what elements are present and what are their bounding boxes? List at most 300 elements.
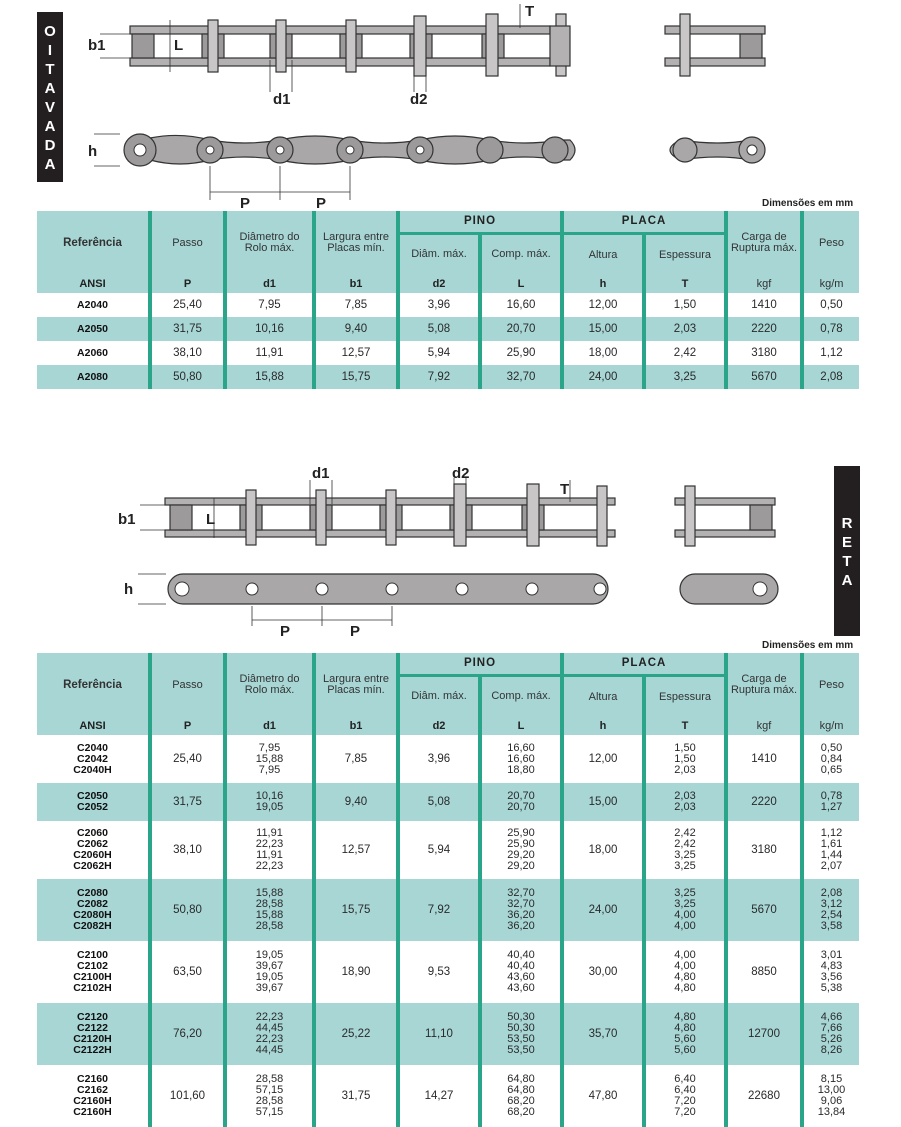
cell-h: 47,80 <box>562 1065 644 1127</box>
cell-line: C2040H <box>73 763 112 776</box>
chain-diagram-reta-profile <box>110 560 790 642</box>
cell-line: 2,42 <box>674 838 696 850</box>
cell-line: 22,23 <box>255 1033 284 1045</box>
cell-line: 28,58 <box>255 898 284 910</box>
cell-p: 76,20 <box>150 1003 225 1065</box>
cell-line: C2102 <box>77 960 108 972</box>
cell-t: 2,03 <box>644 317 726 341</box>
cell-t: 1,50 <box>644 293 726 317</box>
cell-line: 22,23 <box>255 860 284 872</box>
hdr-peso: Peso <box>802 211 859 275</box>
cell-line: 11,91 <box>256 849 283 861</box>
cell-l: 25,90 <box>480 341 562 365</box>
cell-d1: 11,91 <box>225 341 314 365</box>
cell-h: 18,00 <box>562 821 644 879</box>
cell-line: C2080H <box>73 909 112 921</box>
hdr2-referencia: Referência <box>63 679 122 691</box>
cell-line: C2100 <box>77 949 108 961</box>
cell-h: 24,00 <box>562 365 644 389</box>
cell-d2: 7,92 <box>398 365 480 389</box>
cell-line: C2080 <box>77 887 108 899</box>
cell-line: 4,80 <box>674 982 696 994</box>
cell-b1: 15,75 <box>314 879 398 941</box>
cell-line: 43,60 <box>507 971 535 983</box>
cell-line: 4,80 <box>674 1011 696 1023</box>
cell-line: 29,20 <box>507 860 535 872</box>
label-P1-bottom: P <box>280 623 291 640</box>
cell-line: 1,50 <box>674 741 696 754</box>
cell-line: C2122H <box>73 1044 112 1056</box>
cell-refs <box>37 783 150 821</box>
cell-line: 44,45 <box>255 1022 284 1034</box>
cell-d1 <box>225 941 314 1003</box>
table-row <box>37 1065 859 1127</box>
cell-p: 25,40 <box>150 293 225 317</box>
cell-line: 3,25 <box>674 849 696 861</box>
sym-p: P <box>150 275 225 293</box>
cell-line: C2160H <box>73 1095 112 1107</box>
unit-kgm: kg/m <box>802 275 859 293</box>
cell-b1: 31,75 <box>314 1065 398 1127</box>
cell-d1 <box>225 783 314 821</box>
cell-b1: 9,40 <box>314 783 398 821</box>
cell-line: 22,23 <box>255 1011 284 1023</box>
cell-h: 15,00 <box>562 317 644 341</box>
label-h-top: h <box>88 143 98 160</box>
cell-line: 36,20 <box>507 920 535 932</box>
table-row <box>37 293 859 317</box>
cell-carga: 2220 <box>726 783 802 821</box>
cell-line: 40,40 <box>507 960 535 972</box>
cell-b1: 7,85 <box>314 735 398 783</box>
hdr2-diametro: Diâmetro do Rolo máx. <box>225 653 314 717</box>
sym2-h: h <box>562 717 644 735</box>
oitavada-letters: O I T A V A D A <box>44 23 56 173</box>
cell-line: C2052 <box>77 801 108 813</box>
cell-carga: 8850 <box>726 941 802 1003</box>
cell-line: 4,83 <box>820 960 843 972</box>
unit2-kgm: kg/m <box>802 717 859 735</box>
hdr-passo: Passo <box>150 211 225 275</box>
cell-t: 3,25 <box>644 365 726 389</box>
cell-line: 0,84 <box>820 752 843 765</box>
hdr2-comp: Comp. máx. <box>480 675 562 717</box>
table-row <box>37 821 859 879</box>
cell-line: 7,20 <box>674 1106 696 1118</box>
cell-line: 10,16 <box>255 790 284 802</box>
hdr2-altura: Altura <box>562 675 644 717</box>
cell-line: C2160H <box>73 1106 112 1118</box>
cell-line: 36,20 <box>507 909 535 921</box>
sym2-d2: d2 <box>398 717 480 735</box>
cell-line: 20,70 <box>507 801 535 813</box>
cell-line: C2040 <box>77 741 108 754</box>
cell-line: 2,54 <box>820 909 843 921</box>
cell-line: 20,70 <box>507 790 535 802</box>
table-row <box>37 783 859 821</box>
cell-d2: 9,53 <box>398 941 480 1003</box>
cell-line: 2,42 <box>674 827 696 839</box>
cell-line: 4,80 <box>674 971 696 983</box>
sym-h: h <box>562 275 644 293</box>
cell-line: 68,20 <box>507 1095 535 1107</box>
cell-line: 8,15 <box>820 1073 843 1085</box>
chain-diagram-reta-top <box>110 460 790 560</box>
cell-line: 0,50 <box>820 741 843 754</box>
cell-l <box>480 879 562 941</box>
cell-line: 43,60 <box>507 982 535 994</box>
cell-line: 3,25 <box>674 898 696 910</box>
cell-t <box>644 1003 726 1065</box>
cell-peso <box>802 879 859 941</box>
cell-refs <box>37 941 150 1003</box>
cell-line: C2050 <box>77 790 108 802</box>
cell-carga: 1410 <box>726 735 802 783</box>
cell-line: 68,20 <box>507 1106 535 1118</box>
sym-t: T <box>644 275 726 293</box>
cell-t <box>644 783 726 821</box>
label-d1-bottom: d1 <box>312 465 330 482</box>
cell-line: C2082 <box>77 898 108 910</box>
cell-line: 28,58 <box>255 1073 284 1085</box>
hdr-diam-pino: Diâm. máx. <box>398 233 480 275</box>
sym-d2: d2 <box>398 275 480 293</box>
cell-peso <box>802 1065 859 1127</box>
cell-l: 32,70 <box>480 365 562 389</box>
dim-note-1: Dimensões em mm <box>762 198 854 209</box>
cell-line: 57,15 <box>255 1084 284 1096</box>
cell-line: 4,66 <box>820 1011 843 1023</box>
cell-line: 40,40 <box>507 949 535 961</box>
cell-line: 18,80 <box>507 763 535 776</box>
cell-line: C2102H <box>73 982 112 994</box>
chain-diagram-oitavada-profile <box>80 118 780 214</box>
cell-refs <box>37 821 150 879</box>
cell-p: 31,75 <box>150 783 225 821</box>
cell-d1 <box>225 1003 314 1065</box>
reta-label <box>834 466 860 636</box>
label-T-bottom: T <box>560 481 570 498</box>
oitavada-label <box>37 12 63 182</box>
label-d2-bottom: d2 <box>452 465 470 482</box>
cell-line: 29,20 <box>507 849 535 861</box>
cell-line: 0,65 <box>820 763 843 776</box>
cell-peso: 1,12 <box>802 341 859 365</box>
cell-t <box>644 821 726 879</box>
cell-d2: 11,10 <box>398 1003 480 1065</box>
cell-refs <box>37 879 150 941</box>
cell-h: 30,00 <box>562 941 644 1003</box>
hdr-referencia: Referência <box>63 237 122 249</box>
cell-p: 38,10 <box>150 341 225 365</box>
cell-carga: 12700 <box>726 1003 802 1065</box>
cell-l <box>480 821 562 879</box>
cell-line: 28,58 <box>255 920 284 932</box>
cell-p: 25,40 <box>150 735 225 783</box>
label-b1-top: b1 <box>88 37 106 54</box>
cell-line: 1,27 <box>820 801 843 813</box>
cell-d1 <box>225 1065 314 1127</box>
cell-line: 19,05 <box>255 949 284 961</box>
label-P1-top: P <box>240 195 251 212</box>
sym-l: L <box>480 275 562 293</box>
label-P2-top: P <box>316 195 327 212</box>
cell-h: 35,70 <box>562 1003 644 1065</box>
cell-line: C2062 <box>77 838 108 850</box>
table-row <box>37 317 859 341</box>
cell-h: 24,00 <box>562 879 644 941</box>
cell-b1: 12,57 <box>314 341 398 365</box>
cell-t <box>644 1065 726 1127</box>
hdr2-diam-pino: Diâm. máx. <box>398 675 480 717</box>
table-row <box>37 941 859 1003</box>
sym2-p: P <box>150 717 225 735</box>
cell-line: C2162 <box>77 1084 108 1096</box>
cell-line: 15,88 <box>255 887 284 899</box>
cell-p: 50,80 <box>150 365 225 389</box>
label-L-top: L <box>174 37 184 54</box>
cell-line: 0,78 <box>820 790 843 802</box>
cell-d2: 5,08 <box>398 783 480 821</box>
cell-carga: 1410 <box>726 293 802 317</box>
cell-line: 13,84 <box>817 1106 846 1118</box>
cell-line: C2100H <box>73 971 112 983</box>
cell-d1 <box>225 735 314 783</box>
sym2-t: T <box>644 717 726 735</box>
hdr2-passo: Passo <box>150 653 225 717</box>
cell-b1: 25,22 <box>314 1003 398 1065</box>
spec-table-reta <box>37 653 859 1127</box>
cell-peso <box>802 821 859 879</box>
hdr2-carga: Carga de Ruptura máx. <box>726 653 802 717</box>
hdr-placa: PLACA <box>562 211 726 233</box>
cell-line: C2082H <box>73 920 112 932</box>
cell-line: 4,00 <box>674 920 696 932</box>
hdr2-ansi: ANSI <box>79 720 106 732</box>
cell-t <box>644 941 726 1003</box>
hdr-diametro: Diâmetro do Rolo máx. <box>225 211 314 275</box>
label-L-bottom: L <box>206 511 216 528</box>
cell-t: 2,42 <box>644 341 726 365</box>
cell-line: 5,60 <box>674 1044 696 1056</box>
cell-refs <box>37 735 150 783</box>
cell-peso <box>802 1003 859 1065</box>
cell-d1 <box>225 821 314 879</box>
cell-d1: 7,95 <box>225 293 314 317</box>
cell-line: 22,23 <box>255 838 284 850</box>
cell-line: 5,60 <box>674 1033 696 1045</box>
cell-refs <box>37 1003 150 1065</box>
cell-line: 25,90 <box>507 827 535 839</box>
cell-l <box>480 1003 562 1065</box>
cell-line: 64,80 <box>507 1073 535 1085</box>
unit2-kgf: kgf <box>726 717 802 735</box>
cell-line: 50,30 <box>507 1011 535 1023</box>
cell-refs <box>37 1065 150 1127</box>
cell-d2: 3,96 <box>398 293 480 317</box>
hdr2-largura: Largura entre Placas mín. <box>314 653 398 717</box>
hdr-pino: PINO <box>398 211 562 233</box>
cell-line: C2060H <box>73 849 112 861</box>
label-T-top: T <box>525 3 535 20</box>
sym2-d1: d1 <box>225 717 314 735</box>
cell-line: 1,61 <box>820 838 843 850</box>
cell-line: 32,70 <box>507 887 535 899</box>
cell-peso <box>802 735 859 783</box>
table-row <box>37 735 859 783</box>
cell-l <box>480 1065 562 1127</box>
cell-line: 8,26 <box>820 1044 843 1056</box>
cell-d2: 5,94 <box>398 341 480 365</box>
hdr2-placa: PLACA <box>562 653 726 675</box>
cell-h: 15,00 <box>562 783 644 821</box>
cell-line: 32,70 <box>507 898 535 910</box>
cell-carga: 22680 <box>726 1065 802 1127</box>
cell-line: 28,58 <box>255 1095 284 1107</box>
cell-ref: A2060 <box>37 341 150 365</box>
cell-d2: 14,27 <box>398 1065 480 1127</box>
cell-line: 3,25 <box>674 860 696 872</box>
cell-line: 4,00 <box>674 960 696 972</box>
cell-b1: 15,75 <box>314 365 398 389</box>
cell-line: 7,95 <box>258 741 281 754</box>
cell-line: 6,40 <box>674 1073 696 1085</box>
cell-line: 57,15 <box>255 1106 284 1118</box>
cell-line: 6,40 <box>674 1084 696 1096</box>
cell-d2: 5,08 <box>398 317 480 341</box>
cell-h: 18,00 <box>562 341 644 365</box>
cell-l <box>480 941 562 1003</box>
cell-line: 4,00 <box>674 949 696 961</box>
cell-b1: 7,85 <box>314 293 398 317</box>
table-row <box>37 341 859 365</box>
cell-d1: 10,16 <box>225 317 314 341</box>
table-row <box>37 879 859 941</box>
cell-d1 <box>225 879 314 941</box>
cell-d2: 7,92 <box>398 879 480 941</box>
label-b1-bottom: b1 <box>118 511 136 528</box>
cell-line: 16,60 <box>507 752 535 765</box>
sym-d1: d1 <box>225 275 314 293</box>
unit-kgf: kgf <box>726 275 802 293</box>
cell-line: 9,06 <box>820 1095 843 1107</box>
sym2-b1: b1 <box>314 717 398 735</box>
cell-line: 44,45 <box>255 1044 284 1056</box>
cell-line: C2060 <box>77 827 108 839</box>
cell-carga: 5670 <box>726 365 802 389</box>
cell-line: 3,56 <box>820 971 843 983</box>
cell-line: 2,08 <box>820 887 843 899</box>
cell-p: 50,80 <box>150 879 225 941</box>
cell-t <box>644 735 726 783</box>
hdr2-peso: Peso <box>802 653 859 717</box>
cell-line: 1,44 <box>820 849 843 861</box>
cell-line: 53,50 <box>507 1044 535 1056</box>
cell-line: 3,12 <box>820 898 843 910</box>
spec-table-oitavada <box>37 211 859 389</box>
cell-carga: 3180 <box>726 821 802 879</box>
cell-line: 2,03 <box>674 763 696 776</box>
hdr-espessura: Espessura <box>644 233 726 275</box>
cell-b1: 9,40 <box>314 317 398 341</box>
cell-l <box>480 783 562 821</box>
cell-d1: 15,88 <box>225 365 314 389</box>
label-h-bottom: h <box>124 581 134 598</box>
cell-line: 2,03 <box>674 801 696 813</box>
cell-line: C2042 <box>77 752 108 765</box>
cell-line: C2122 <box>77 1022 108 1034</box>
cell-line: 16,60 <box>507 741 535 754</box>
cell-d2: 5,94 <box>398 821 480 879</box>
cell-line: 4,00 <box>674 909 696 921</box>
cell-ref: A2050 <box>37 317 150 341</box>
table-row <box>37 365 859 389</box>
cell-peso: 0,50 <box>802 293 859 317</box>
hdr-carga: Carga de Ruptura máx. <box>726 211 802 275</box>
label-P2-bottom: P <box>350 623 361 640</box>
cell-line: 2,07 <box>820 860 843 872</box>
cell-line: 39,67 <box>255 982 284 994</box>
cell-line: 19,05 <box>255 971 284 983</box>
cell-line: C2160 <box>77 1073 108 1085</box>
cell-line: 3,25 <box>674 887 696 899</box>
cell-line: 39,67 <box>255 960 284 972</box>
cell-l <box>480 735 562 783</box>
chain-diagram-oitavada-top <box>80 0 780 110</box>
cell-carga: 3180 <box>726 341 802 365</box>
cell-carga: 5670 <box>726 879 802 941</box>
cell-line: 3,58 <box>820 920 843 932</box>
cell-b1: 18,90 <box>314 941 398 1003</box>
cell-carga: 2220 <box>726 317 802 341</box>
cell-peso: 0,78 <box>802 317 859 341</box>
hdr2-pino: PINO <box>398 653 562 675</box>
hdr-comp: Comp. máx. <box>480 233 562 275</box>
cell-line: 1,12 <box>820 827 843 839</box>
cell-peso <box>802 941 859 1003</box>
cell-line: 64,80 <box>507 1084 535 1096</box>
cell-line: C2120 <box>77 1011 108 1023</box>
cell-line: 2,03 <box>674 790 696 802</box>
label-d1-top: d1 <box>273 91 291 108</box>
sym2-l: L <box>480 717 562 735</box>
cell-line: 13,00 <box>817 1084 846 1096</box>
cell-l: 20,70 <box>480 317 562 341</box>
cell-l: 16,60 <box>480 293 562 317</box>
cell-h: 12,00 <box>562 293 644 317</box>
cell-line: 11,91 <box>256 827 283 839</box>
cell-peso <box>802 783 859 821</box>
cell-line: 19,05 <box>255 801 284 813</box>
cell-line: 7,20 <box>674 1095 696 1107</box>
reta-letters: R E T A <box>841 515 853 589</box>
cell-line: C2120H <box>73 1033 112 1045</box>
cell-h: 12,00 <box>562 735 644 783</box>
cell-line: 7,95 <box>258 763 281 776</box>
sym-b1: b1 <box>314 275 398 293</box>
cell-line: C2062H <box>73 860 112 872</box>
cell-line: 5,38 <box>820 982 843 994</box>
cell-line: 1,50 <box>674 752 696 765</box>
hdr-largura: Largura entre Placas mín. <box>314 211 398 275</box>
hdr-altura: Altura <box>562 233 644 275</box>
cell-line: 5,26 <box>820 1033 843 1045</box>
label-d2-top: d2 <box>410 91 428 108</box>
dim-note-2: Dimensões em mm <box>762 640 854 651</box>
cell-line: 15,88 <box>255 752 284 765</box>
table-row <box>37 1003 859 1065</box>
cell-p: 38,10 <box>150 821 225 879</box>
